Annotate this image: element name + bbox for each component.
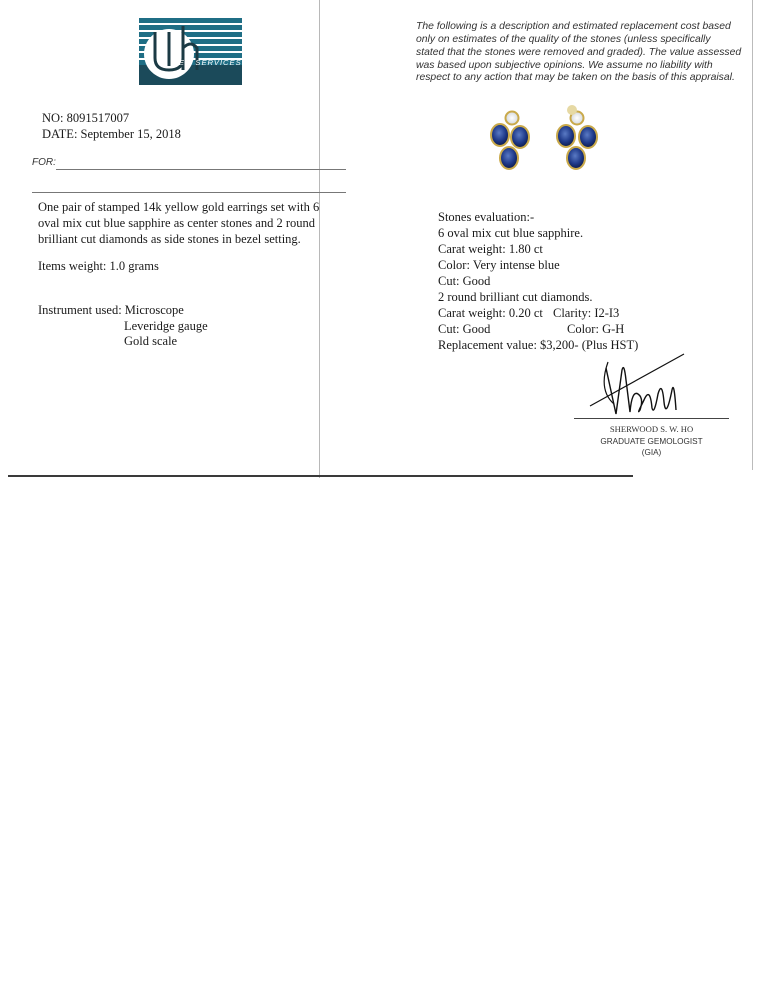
disclaimer-line-4: was based upon subjective opinions. We assume no liability with xyxy=(416,60,713,71)
appraisal-date: DATE: September 15, 2018 xyxy=(42,127,181,141)
diamond-color: Color: G-H xyxy=(567,322,625,336)
sapphire-color: Color: Very intense blue xyxy=(438,258,560,272)
description-line-1: One pair of stamped 14k yellow gold earrings set with 6 xyxy=(38,200,320,214)
center-fold-line xyxy=(319,0,320,478)
for-line xyxy=(56,169,346,170)
appraisal-number: NO: 8091517007 xyxy=(42,111,130,125)
separator-line xyxy=(32,192,346,193)
diamond-carat: Carat weight: 0.20 ct xyxy=(438,306,543,320)
description-line-3: brilliant cut diamonds as side stones in bezel setting. xyxy=(38,232,301,246)
disclaimer-line-2: only on estimates of the quality of the stones (unless specifically xyxy=(416,34,711,45)
signature-handwritten xyxy=(588,350,688,422)
logo-company-name: GEM SERVICES xyxy=(172,58,242,67)
diamond-cut: Cut: Good xyxy=(438,322,491,336)
sapphire-cut: Cut: Good xyxy=(438,274,491,288)
signature-line xyxy=(574,418,729,419)
disclaimer-line-1: The following is a description and estimated replacement cost based xyxy=(416,21,731,32)
company-logo xyxy=(139,18,242,85)
right-border-line xyxy=(752,0,753,470)
sapphire-carat: Carat weight: 1.80 ct xyxy=(438,242,543,256)
replacement-value: Replacement value: $3,200- (Plus HST) xyxy=(438,338,639,352)
bottom-edge-line xyxy=(8,475,633,477)
instrument-gold-scale: Gold scale xyxy=(124,334,178,348)
signer-name: SHERWOOD S. W. HO xyxy=(609,424,694,434)
disclaimer-line-3: stated that the stones were removed and graded). The value assessed xyxy=(416,47,742,58)
items-weight: Items weight: 1.0 grams xyxy=(38,259,159,273)
for-label: FOR: xyxy=(32,157,56,168)
diamond-description: 2 round brilliant cut diamonds. xyxy=(438,290,593,304)
description-line-2: oval mix cut blue sapphire as center stones and 2 round xyxy=(38,216,316,230)
instrument-used: Instrument used: Microscope xyxy=(38,303,184,317)
earrings-photo xyxy=(484,104,614,178)
signer-credential: (GIA) xyxy=(641,448,662,457)
disclaimer-line-5: respect to any action that may be taken on the basis of this appraisal. xyxy=(416,72,735,83)
diamond-clarity: Clarity: I2-I3 xyxy=(553,306,620,320)
instrument-leveridge: Leveridge gauge xyxy=(124,319,208,333)
sapphire-description: 6 oval mix cut blue sapphire. xyxy=(438,226,584,240)
stones-title: Stones evaluation:- xyxy=(438,210,535,224)
signer-title: GRADUATE GEMOLOGIST xyxy=(600,437,703,446)
